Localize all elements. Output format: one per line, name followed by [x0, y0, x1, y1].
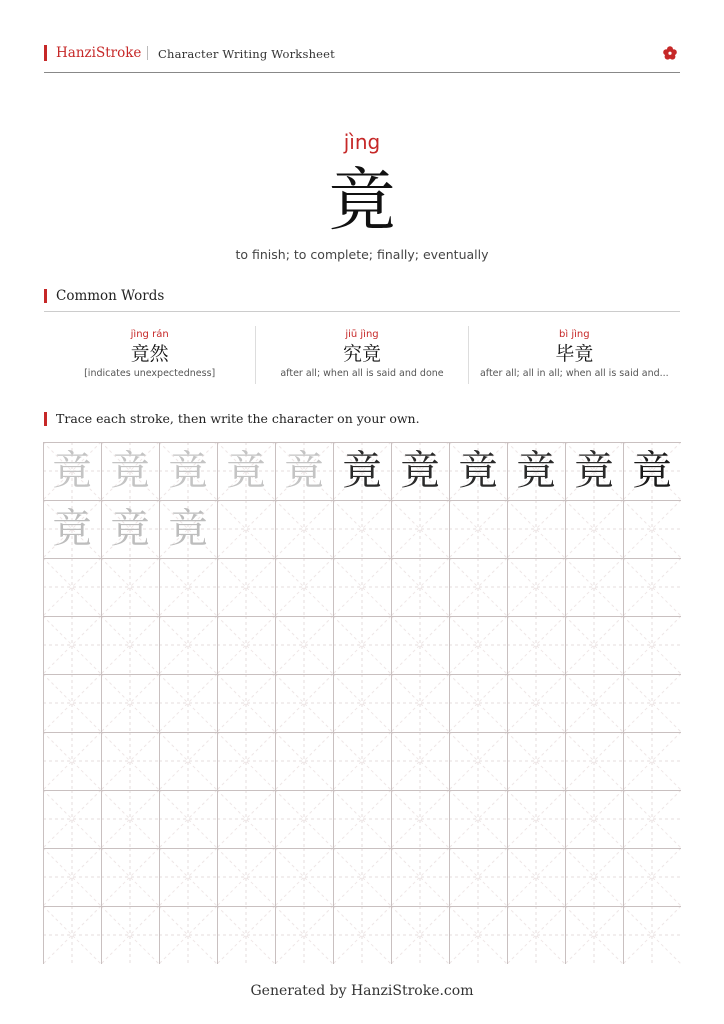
stroke-order-cell: 竟	[168, 448, 208, 494]
word-pinyin: bì jìng	[559, 329, 590, 340]
word-meaning: after all; all in all; when all is said and...	[479, 368, 669, 379]
trace-cell[interactable]: 竟	[110, 506, 150, 552]
main-meaning: to finish; to complete; finally; eventually	[235, 247, 489, 262]
main-pinyin: jìng	[343, 130, 381, 154]
stroke-order-cell: 竟	[226, 448, 266, 494]
word-hanzi: 竟然	[130, 343, 169, 365]
word-pinyin: jiū jìng	[345, 329, 379, 340]
worksheet-header	[44, 44, 680, 64]
word-meaning: [indicates unexpectedness]	[84, 368, 216, 379]
plum-blossom-icon	[662, 45, 678, 61]
main-character: 竟	[327, 162, 396, 241]
word-hanzi: 究竟	[342, 343, 381, 365]
stroke-order-cell: 竟	[516, 448, 556, 494]
word-item	[44, 326, 255, 384]
word-item	[255, 326, 467, 384]
section-divider	[44, 311, 680, 312]
footer-credit[interactable]: Generated by HanziStroke.com	[250, 983, 474, 999]
trace-cell[interactable]: 竟	[52, 506, 92, 552]
common-words-title: Common Words	[56, 288, 165, 304]
stroke-order-cell: 竟	[632, 448, 672, 494]
common-words-list	[44, 326, 680, 384]
header-separator	[147, 46, 148, 60]
accent-bar	[44, 412, 47, 426]
stroke-order-cell: 竟	[342, 448, 382, 494]
accent-bar	[44, 45, 47, 61]
stroke-order-cell: 竟	[574, 448, 614, 494]
stroke-order-cell: 竟	[458, 448, 498, 494]
brand-name[interactable]: HanziStroke	[56, 45, 142, 61]
word-pinyin: jìng rán	[130, 329, 169, 340]
worksheet-subtitle: Character Writing Worksheet	[158, 47, 336, 61]
header-divider	[44, 72, 680, 73]
practice-instruction: Trace each stroke, then write the character on your own.	[56, 411, 420, 426]
practice-grid[interactable]	[43, 442, 681, 964]
stroke-order-cell: 竟	[284, 448, 324, 494]
accent-bar	[44, 289, 47, 303]
word-item	[468, 326, 680, 384]
word-hanzi: 毕竟	[555, 343, 594, 365]
stroke-order-cell: 竟	[110, 448, 150, 494]
stroke-order-cell: 竟	[52, 448, 92, 494]
word-meaning: after all; when all is said and done	[280, 368, 444, 379]
stroke-order-cell: 竟	[400, 448, 440, 494]
trace-cell[interactable]: 竟	[168, 506, 208, 552]
